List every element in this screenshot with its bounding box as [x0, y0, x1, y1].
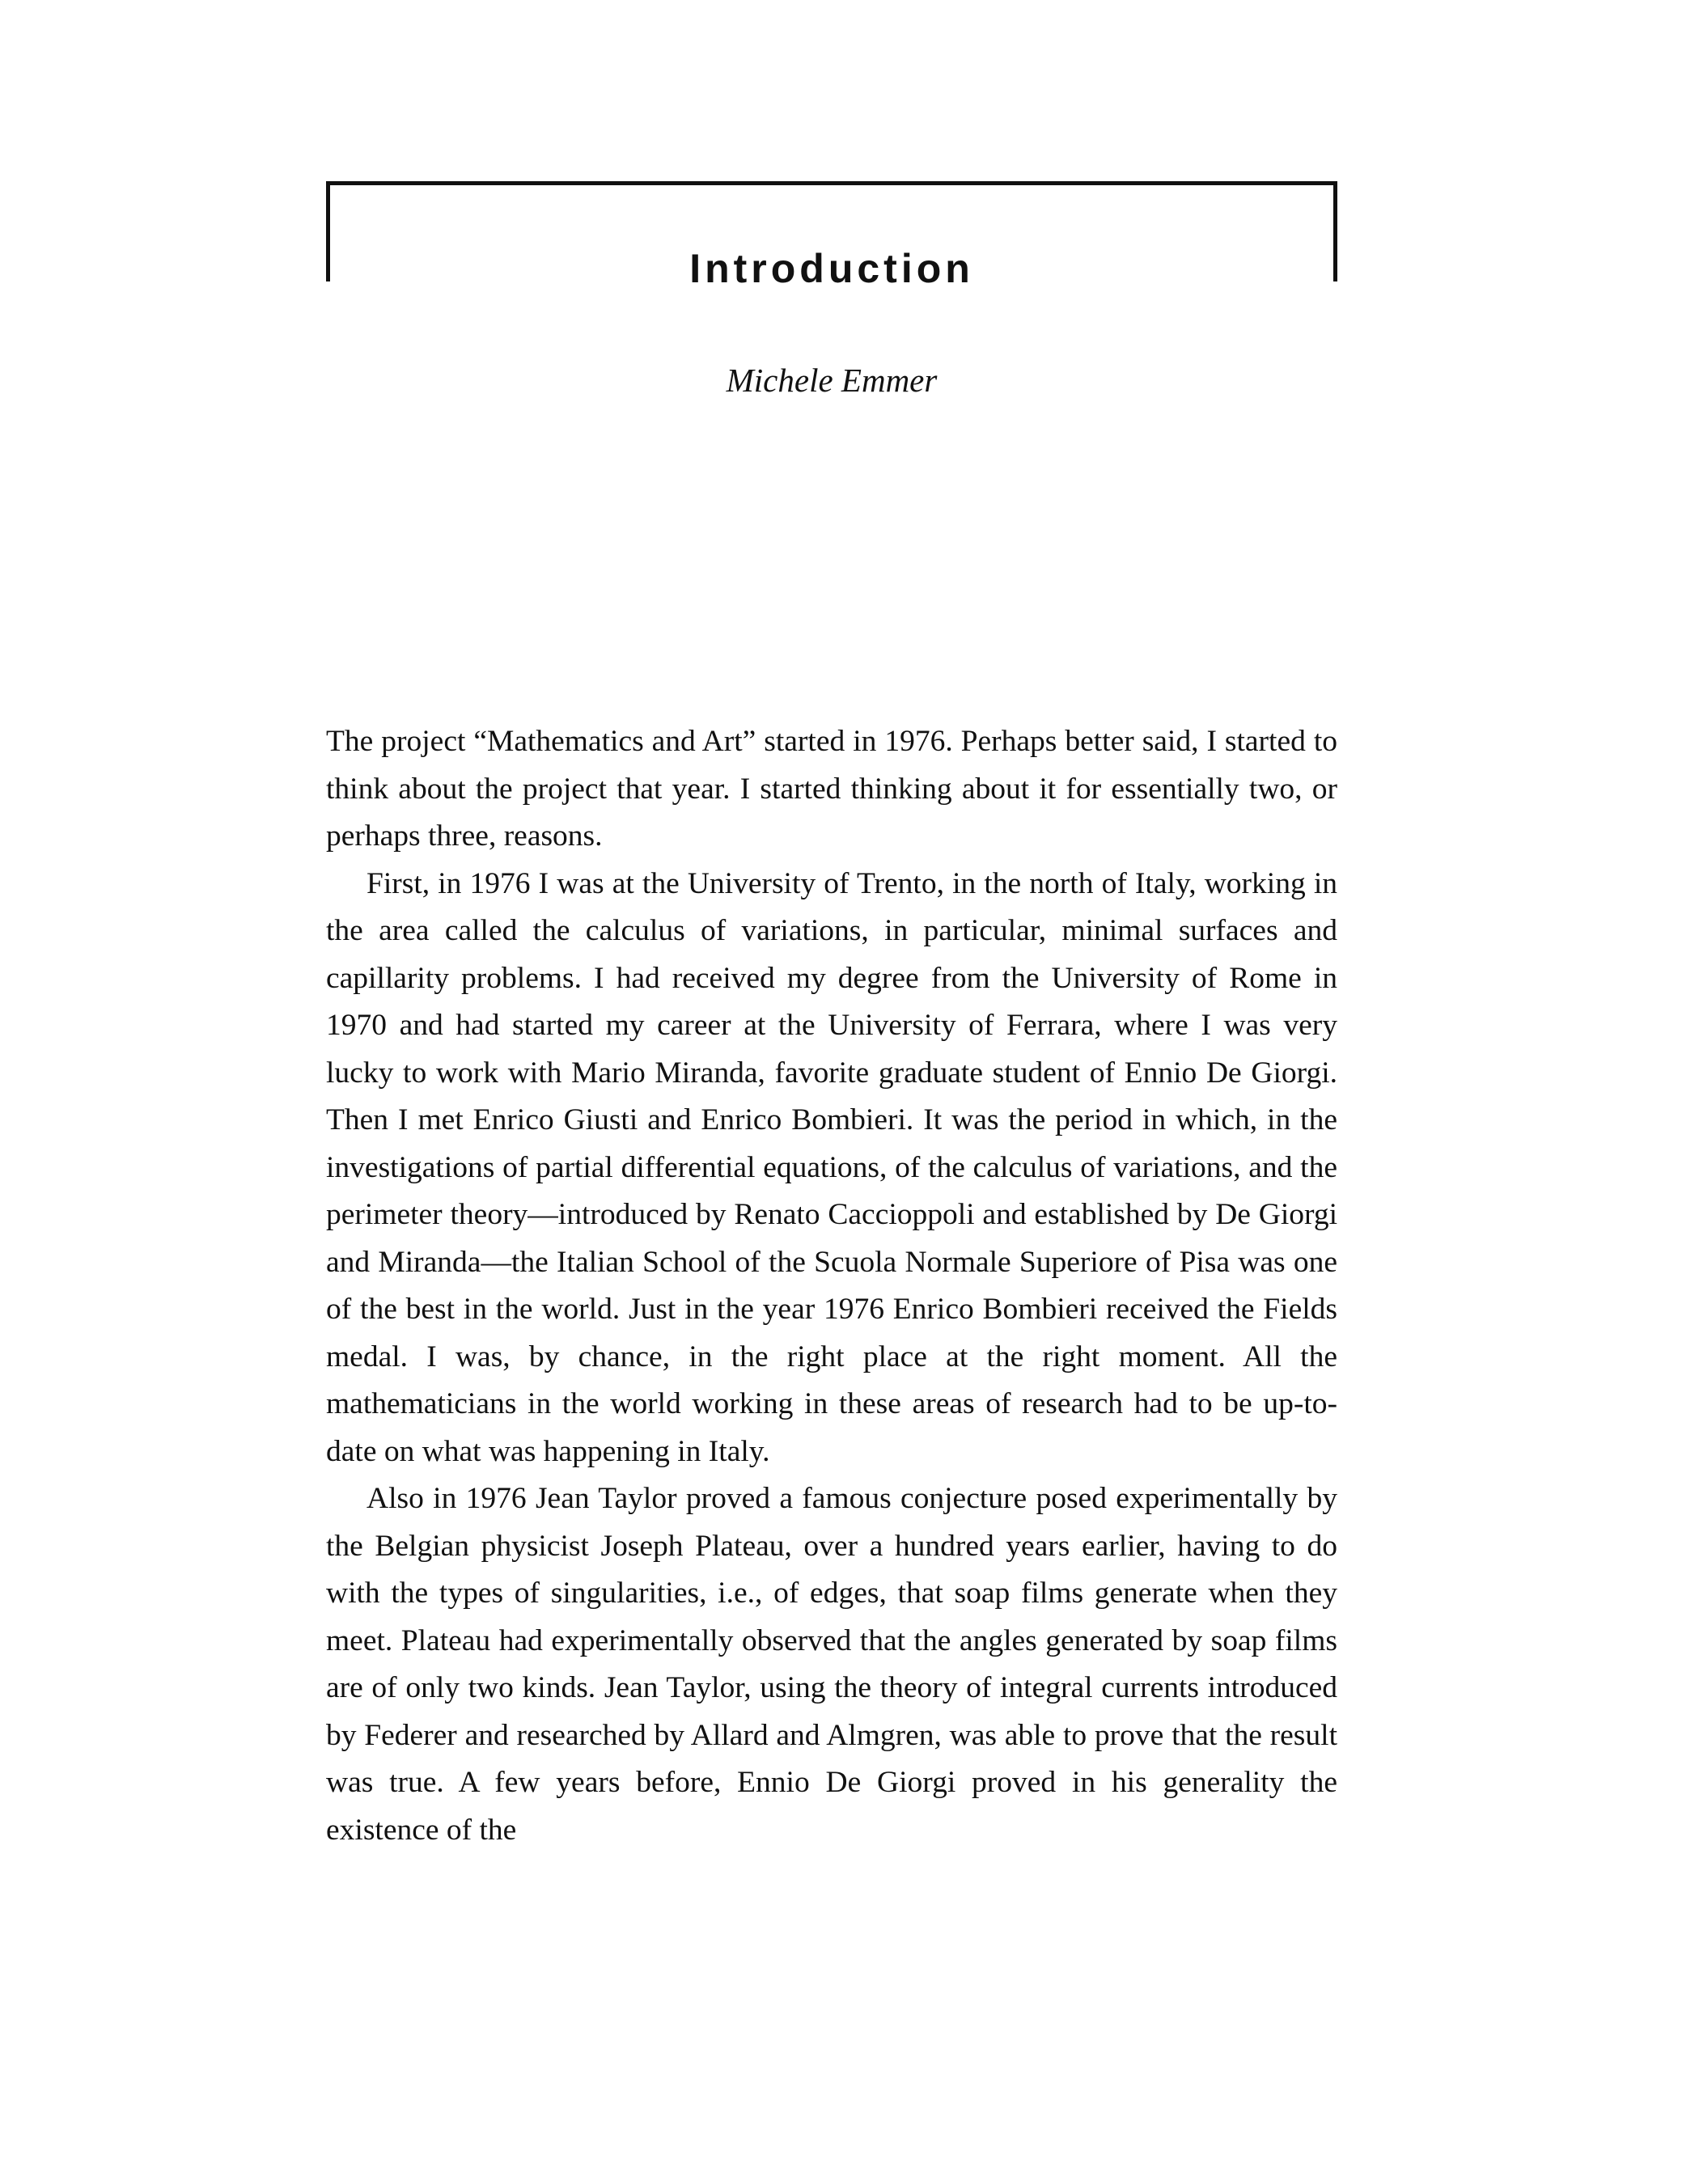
- paragraph-3: Also in 1976 Jean Taylor proved a famous conjecture posed experimentally by the Belgian physicist Joseph Plateau, over a hundred years earlier, having to do with the types of singularities, i.e., of edges, that soap films generate when they meet. Plateau had experimentally observed that the angles generated by soap films are of only two kinds. Jean Taylor, using the theory of integral currents introduced by Federer and researched by Allard and Almgren, was able to prove that the result was true. A few years before, Ennio De Giorgi proved in his generality the existence of the: [326, 1482, 1337, 1847]
- paragraph-2: First, in 1976 I was at the University of Trento, in the north of Italy, working in the area called the calculus of variations, in particular, minimal surfaces and capillarity problems. I had received my degree from the University of Rome in 1970 and had started my career at the University of Ferrara, where I was very lucky to work with Mario Miranda, favorite graduate student of Ennio De Giorgi. Then I met Enrico Giusti and Enrico Bombieri. It was the period in which, in the investigations of partial differential equations, of the calculus of variations, and the perimeter theory—introduced by Renato Caccioppoli and established by De Giorgi and Miranda—the Italian School of the Scuola Normale Superiore of Pisa was one of the best in the world. Just in the year 1976 Enrico Bombieri received the Fields medal. I was, by chance, in the right place at the right moment. All the mathematicians in the world working in these areas of research had to be up-to-date on what was happening in Italy.: [326, 866, 1337, 1468]
- body-text: [326, 718, 1337, 1854]
- paragraph-1: The project “Mathematics and Art” started in 1976. Perhaps better said, I started to think about the project that year. I started thinking about it for essentially two, or perhaps three, reasons.: [326, 725, 1337, 853]
- chapter-author: Michele Emmer: [726, 362, 938, 399]
- chapter-title: Introduction: [689, 246, 974, 291]
